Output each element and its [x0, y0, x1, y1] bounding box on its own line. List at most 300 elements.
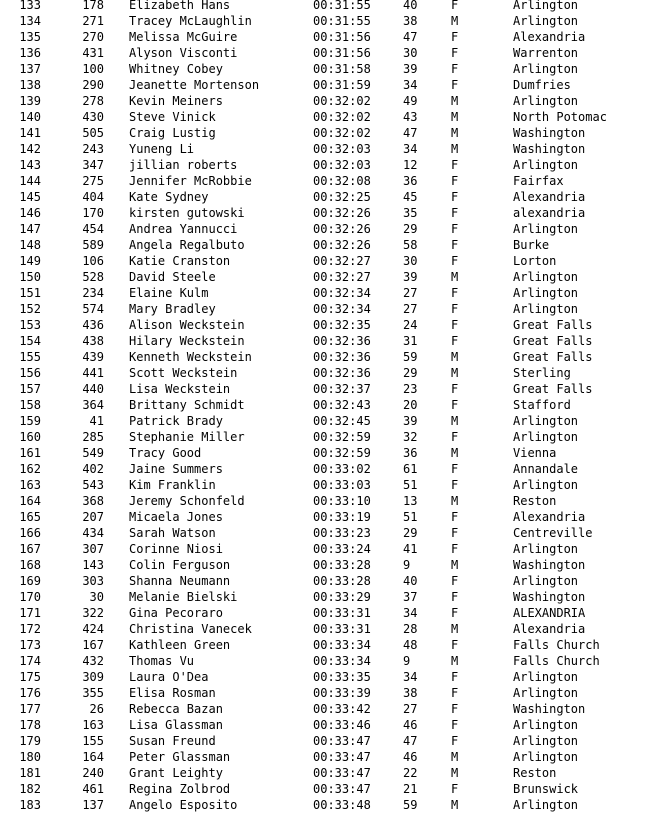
place-cell: 162: [19, 462, 41, 476]
sex-cell: F: [451, 238, 459, 252]
city-cell: Arlington: [513, 686, 579, 700]
city-cell: Arlington: [513, 270, 579, 284]
result-row: [0, 301, 645, 317]
bib-cell: 178: [82, 0, 104, 12]
sex-cell: F: [451, 286, 459, 300]
runner-name-cell: Gina Pecoraro: [129, 606, 223, 620]
runner-name-cell: Melissa McGuire: [129, 30, 238, 44]
city-cell: Washington: [513, 126, 586, 140]
result-row: [0, 333, 645, 349]
runner-name-cell: Melanie Bielski: [129, 590, 238, 604]
place-cell: 154: [19, 334, 41, 348]
city-cell: Great Falls: [513, 334, 593, 348]
age-cell: 29: [403, 222, 418, 236]
finish-time-cell: 00:33:47: [313, 750, 371, 764]
result-row: [0, 493, 645, 509]
runner-name-cell: Sarah Watson: [129, 526, 216, 540]
sex-cell: F: [451, 542, 459, 556]
place-cell: 183: [19, 798, 41, 812]
finish-time-cell: 00:33:02: [313, 462, 371, 476]
result-row: [0, 637, 645, 653]
bib-cell: 163: [82, 718, 104, 732]
place-cell: 178: [19, 718, 41, 732]
age-cell: 39: [403, 270, 418, 284]
result-row: [0, 269, 645, 285]
finish-time-cell: 00:32:26: [313, 222, 371, 236]
result-row: [0, 397, 645, 413]
finish-time-cell: 00:31:55: [313, 0, 371, 12]
sex-cell: F: [451, 734, 459, 748]
result-row: [0, 77, 645, 93]
runner-name-cell: Elaine Kulm: [129, 286, 209, 300]
city-cell: Brunswick: [513, 782, 579, 796]
bib-cell: 285: [82, 430, 104, 444]
finish-time-cell: 00:32:02: [313, 110, 371, 124]
finish-time-cell: 00:33:42: [313, 702, 371, 716]
result-row: [0, 13, 645, 29]
bib-cell: 275: [82, 174, 104, 188]
age-cell: 29: [403, 526, 418, 540]
runner-name-cell: Craig Lustig: [129, 126, 216, 140]
bib-cell: 240: [82, 766, 104, 780]
finish-time-cell: 00:33:34: [313, 638, 371, 652]
bib-cell: 106: [82, 254, 104, 268]
sex-cell: M: [451, 142, 459, 156]
place-cell: 173: [19, 638, 41, 652]
result-row: [0, 525, 645, 541]
bib-cell: 431: [82, 46, 104, 60]
runner-name-cell: Alison Weckstein: [129, 318, 245, 332]
place-cell: 148: [19, 238, 41, 252]
age-cell: 39: [403, 62, 418, 76]
finish-time-cell: 00:31:59: [313, 78, 371, 92]
place-cell: 181: [19, 766, 41, 780]
runner-name-cell: David Steele: [129, 270, 216, 284]
place-cell: 168: [19, 558, 41, 572]
result-row: [0, 621, 645, 637]
result-row: [0, 285, 645, 301]
city-cell: alexandria: [513, 206, 586, 220]
city-cell: Arlington: [513, 478, 579, 492]
runner-name-cell: Andrea Yannucci: [129, 222, 238, 236]
result-row: [0, 477, 645, 493]
place-cell: 144: [19, 174, 41, 188]
runner-name-cell: Hilary Weckstein: [129, 334, 245, 348]
age-cell: 47: [403, 734, 418, 748]
result-row: [0, 0, 645, 13]
place-cell: 134: [19, 14, 41, 28]
place-cell: 155: [19, 350, 41, 364]
result-row: [0, 109, 645, 125]
age-cell: 59: [403, 350, 418, 364]
finish-time-cell: 00:32:59: [313, 446, 371, 460]
result-row: [0, 221, 645, 237]
age-cell: 35: [403, 206, 418, 220]
finish-time-cell: 00:32:27: [313, 270, 371, 284]
age-cell: 39: [403, 414, 418, 428]
runner-name-cell: Brittany Schmidt: [129, 398, 245, 412]
city-cell: Reston: [513, 494, 557, 508]
result-row: [0, 605, 645, 621]
sex-cell: F: [451, 670, 459, 684]
city-cell: Alexandria: [513, 510, 586, 524]
finish-time-cell: 00:31:55: [313, 14, 371, 28]
finish-time-cell: 00:32:03: [313, 142, 371, 156]
finish-time-cell: 00:32:37: [313, 382, 371, 396]
age-cell: 45: [403, 190, 418, 204]
finish-time-cell: 00:33:47: [313, 734, 371, 748]
sex-cell: F: [451, 702, 459, 716]
place-cell: 149: [19, 254, 41, 268]
runner-name-cell: Rebecca Bazan: [129, 702, 223, 716]
place-cell: 169: [19, 574, 41, 588]
city-cell: Arlington: [513, 414, 579, 428]
city-cell: Arlington: [513, 670, 579, 684]
age-cell: 59: [403, 798, 418, 812]
place-cell: 174: [19, 654, 41, 668]
bib-cell: 404: [82, 190, 104, 204]
finish-time-cell: 00:31:56: [313, 30, 371, 44]
runner-name-cell: Laura O'Dea: [129, 670, 209, 684]
bib-cell: 436: [82, 318, 104, 332]
finish-time-cell: 00:31:56: [313, 46, 371, 60]
bib-cell: 424: [82, 622, 104, 636]
age-cell: 38: [403, 686, 418, 700]
result-row: [0, 141, 645, 157]
sex-cell: M: [451, 622, 459, 636]
bib-cell: 589: [82, 238, 104, 252]
age-cell: 46: [403, 750, 418, 764]
finish-time-cell: 00:33:47: [313, 766, 371, 780]
runner-name-cell: Patrick Brady: [129, 414, 223, 428]
bib-cell: 270: [82, 30, 104, 44]
city-cell: Washington: [513, 702, 586, 716]
finish-time-cell: 00:33:34: [313, 654, 371, 668]
age-cell: 51: [403, 478, 418, 492]
runner-name-cell: Thomas Vu: [129, 654, 195, 668]
result-row: [0, 381, 645, 397]
city-cell: Arlington: [513, 222, 579, 236]
finish-time-cell: 00:33:46: [313, 718, 371, 732]
place-cell: 135: [19, 30, 41, 44]
finish-time-cell: 00:32:34: [313, 286, 371, 300]
runner-name-cell: kirsten gutowski: [129, 206, 245, 220]
sex-cell: M: [451, 766, 459, 780]
result-row: [0, 429, 645, 445]
city-cell: Washington: [513, 142, 586, 156]
age-cell: 34: [403, 142, 418, 156]
runner-name-cell: Micaela Jones: [129, 510, 223, 524]
age-cell: 31: [403, 334, 418, 348]
bib-cell: 307: [82, 542, 104, 556]
sex-cell: F: [451, 302, 459, 316]
age-cell: 30: [403, 46, 418, 60]
sex-cell: F: [451, 590, 459, 604]
runner-name-cell: Jeanette Mortenson: [129, 78, 260, 92]
city-cell: Alexandria: [513, 30, 586, 44]
finish-time-cell: 00:32:27: [313, 254, 371, 268]
bib-cell: 164: [82, 750, 104, 764]
sex-cell: F: [451, 30, 459, 44]
bib-cell: 505: [82, 126, 104, 140]
result-row: [0, 797, 645, 813]
result-row: [0, 173, 645, 189]
place-cell: 176: [19, 686, 41, 700]
sex-cell: F: [451, 782, 459, 796]
result-row: [0, 125, 645, 141]
result-row: [0, 749, 645, 765]
runner-name-cell: Kim Franklin: [129, 478, 216, 492]
finish-time-cell: 00:33:28: [313, 558, 371, 572]
bib-cell: 290: [82, 78, 104, 92]
age-cell: 47: [403, 126, 418, 140]
bib-cell: 322: [82, 606, 104, 620]
finish-time-cell: 00:32:36: [313, 366, 371, 380]
finish-time-cell: 00:32:26: [313, 206, 371, 220]
runner-name-cell: Kate Sydney: [129, 190, 209, 204]
sex-cell: M: [451, 126, 459, 140]
sex-cell: F: [451, 334, 459, 348]
place-cell: 165: [19, 510, 41, 524]
sex-cell: F: [451, 174, 459, 188]
bib-cell: 234: [82, 286, 104, 300]
result-row: [0, 461, 645, 477]
runner-name-cell: Corinne Niosi: [129, 542, 223, 556]
place-cell: 142: [19, 142, 41, 156]
age-cell: 36: [403, 446, 418, 460]
sex-cell: F: [451, 430, 459, 444]
finish-time-cell: 00:33:28: [313, 574, 371, 588]
runner-name-cell: Tracey McLaughlin: [129, 14, 252, 28]
city-cell: Burke: [513, 238, 550, 252]
city-cell: Arlington: [513, 62, 579, 76]
place-cell: 161: [19, 446, 41, 460]
sex-cell: M: [451, 494, 459, 508]
runner-name-cell: Angela Regalbuto: [129, 238, 245, 252]
runner-name-cell: Scott Weckstein: [129, 366, 238, 380]
sex-cell: M: [451, 654, 459, 668]
bib-cell: 364: [82, 398, 104, 412]
bib-cell: 574: [82, 302, 104, 316]
city-cell: Dumfries: [513, 78, 571, 92]
finish-time-cell: 00:32:35: [313, 318, 371, 332]
place-cell: 156: [19, 366, 41, 380]
bib-cell: 41: [89, 414, 104, 428]
result-row: [0, 701, 645, 717]
place-cell: 175: [19, 670, 41, 684]
age-cell: 27: [403, 702, 418, 716]
age-cell: 13: [403, 494, 418, 508]
age-cell: 23: [403, 382, 418, 396]
bib-cell: 170: [82, 206, 104, 220]
place-cell: 179: [19, 734, 41, 748]
city-cell: Arlington: [513, 14, 579, 28]
city-cell: Stafford: [513, 398, 571, 412]
age-cell: 32: [403, 430, 418, 444]
city-cell: ALEXANDRIA: [513, 606, 586, 620]
bib-cell: 454: [82, 222, 104, 236]
bib-cell: 440: [82, 382, 104, 396]
age-cell: 27: [403, 302, 418, 316]
city-cell: Arlington: [513, 734, 579, 748]
bib-cell: 100: [82, 62, 104, 76]
runner-name-cell: Steve Vinick: [129, 110, 216, 124]
place-cell: 153: [19, 318, 41, 332]
place-cell: 137: [19, 62, 41, 76]
bib-cell: 207: [82, 510, 104, 524]
result-row: [0, 573, 645, 589]
sex-cell: M: [451, 14, 459, 28]
place-cell: 147: [19, 222, 41, 236]
runner-name-cell: Stephanie Miller: [129, 430, 245, 444]
finish-time-cell: 00:33:19: [313, 510, 371, 524]
runner-name-cell: Yuneng Li: [129, 142, 195, 156]
runner-name-cell: Elisa Rosman: [129, 686, 216, 700]
age-cell: 40: [403, 0, 418, 12]
result-row: [0, 557, 645, 573]
bib-cell: 137: [82, 798, 104, 812]
finish-time-cell: 00:33:31: [313, 606, 371, 620]
age-cell: 29: [403, 366, 418, 380]
bib-cell: 347: [82, 158, 104, 172]
runner-name-cell: Lisa Glassman: [129, 718, 223, 732]
sex-cell: F: [451, 686, 459, 700]
runner-name-cell: Jaine Summers: [129, 462, 223, 476]
finish-time-cell: 00:33:23: [313, 526, 371, 540]
sex-cell: F: [451, 526, 459, 540]
city-cell: Arlington: [513, 574, 579, 588]
result-row: [0, 669, 645, 685]
city-cell: Alexandria: [513, 622, 586, 636]
result-row: [0, 541, 645, 557]
sex-cell: F: [451, 606, 459, 620]
runner-name-cell: Kevin Meiners: [129, 94, 223, 108]
result-row: [0, 781, 645, 797]
result-row: [0, 717, 645, 733]
city-cell: Alexandria: [513, 190, 586, 204]
city-cell: Lorton: [513, 254, 557, 268]
city-cell: Vienna: [513, 446, 557, 460]
runner-name-cell: Christina Vanecek: [129, 622, 252, 636]
sex-cell: F: [451, 158, 459, 172]
city-cell: Falls Church: [513, 638, 600, 652]
finish-time-cell: 00:32:08: [313, 174, 371, 188]
runner-name-cell: Regina Zolbrod: [129, 782, 231, 796]
sex-cell: F: [451, 382, 459, 396]
place-cell: 182: [19, 782, 41, 796]
place-cell: 166: [19, 526, 41, 540]
bib-cell: 368: [82, 494, 104, 508]
bib-cell: 243: [82, 142, 104, 156]
age-cell: 46: [403, 718, 418, 732]
city-cell: North Potomac: [513, 110, 607, 124]
finish-time-cell: 00:31:58: [313, 62, 371, 76]
place-cell: 152: [19, 302, 41, 316]
age-cell: 40: [403, 574, 418, 588]
age-cell: 9: [403, 654, 411, 668]
finish-time-cell: 00:32:36: [313, 334, 371, 348]
finish-time-cell: 00:32:26: [313, 238, 371, 252]
sex-cell: M: [451, 558, 459, 572]
city-cell: Arlington: [513, 750, 579, 764]
result-row: [0, 365, 645, 381]
finish-time-cell: 00:32:59: [313, 430, 371, 444]
runner-name-cell: Jeremy Schonfeld: [129, 494, 245, 508]
bib-cell: 438: [82, 334, 104, 348]
result-row: [0, 685, 645, 701]
bib-cell: 155: [82, 734, 104, 748]
age-cell: 38: [403, 14, 418, 28]
runner-name-cell: Kenneth Weckstein: [129, 350, 252, 364]
bib-cell: 355: [82, 686, 104, 700]
age-cell: 51: [403, 510, 418, 524]
sex-cell: M: [451, 110, 459, 124]
place-cell: 158: [19, 398, 41, 412]
place-cell: 141: [19, 126, 41, 140]
city-cell: Arlington: [513, 718, 579, 732]
sex-cell: M: [451, 270, 459, 284]
runner-name-cell: Grant Leighty: [129, 766, 223, 780]
bib-cell: 309: [82, 670, 104, 684]
runner-name-cell: Tracy Good: [129, 446, 202, 460]
finish-time-cell: 00:33:29: [313, 590, 371, 604]
sex-cell: M: [451, 366, 459, 380]
sex-cell: M: [451, 94, 459, 108]
sex-cell: F: [451, 0, 459, 12]
age-cell: 48: [403, 638, 418, 652]
city-cell: Centreville: [513, 526, 593, 540]
runner-name-cell: Elizabeth Hans: [129, 0, 231, 12]
result-row: [0, 317, 645, 333]
place-cell: 145: [19, 190, 41, 204]
finish-time-cell: 00:32:03: [313, 158, 371, 172]
place-cell: 138: [19, 78, 41, 92]
result-row: [0, 237, 645, 253]
finish-time-cell: 00:33:35: [313, 670, 371, 684]
sex-cell: M: [451, 446, 459, 460]
city-cell: Arlington: [513, 302, 579, 316]
sex-cell: F: [451, 254, 459, 268]
bib-cell: 303: [82, 574, 104, 588]
sex-cell: F: [451, 46, 459, 60]
age-cell: 37: [403, 590, 418, 604]
bib-cell: 30: [89, 590, 104, 604]
result-row: [0, 765, 645, 781]
runner-name-cell: Susan Freund: [129, 734, 216, 748]
place-cell: 151: [19, 286, 41, 300]
place-cell: 133: [19, 0, 41, 12]
age-cell: 34: [403, 670, 418, 684]
finish-time-cell: 00:32:43: [313, 398, 371, 412]
city-cell: Arlington: [513, 430, 579, 444]
finish-time-cell: 00:32:36: [313, 350, 371, 364]
age-cell: 30: [403, 254, 418, 268]
runner-name-cell: Lisa Weckstein: [129, 382, 231, 396]
age-cell: 41: [403, 542, 418, 556]
city-cell: Arlington: [513, 94, 579, 108]
runner-name-cell: Peter Glassman: [129, 750, 231, 764]
bib-cell: 434: [82, 526, 104, 540]
age-cell: 34: [403, 606, 418, 620]
city-cell: Great Falls: [513, 382, 593, 396]
bib-cell: 439: [82, 350, 104, 364]
result-row: [0, 61, 645, 77]
city-cell: Great Falls: [513, 350, 593, 364]
place-cell: 146: [19, 206, 41, 220]
bib-cell: 143: [82, 558, 104, 572]
sex-cell: M: [451, 350, 459, 364]
city-cell: Washington: [513, 558, 586, 572]
